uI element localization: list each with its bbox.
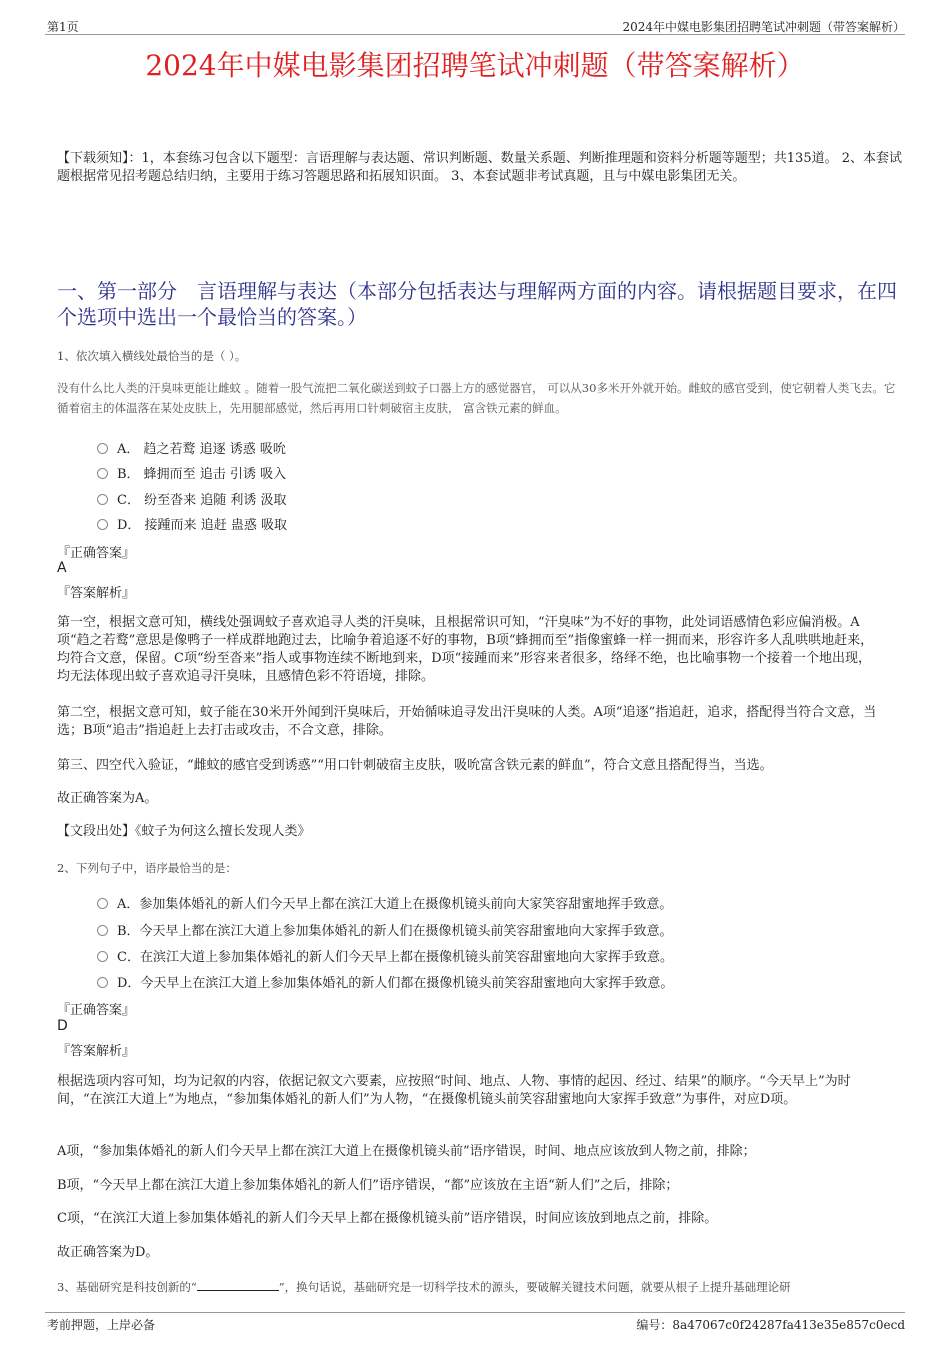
footer-slogan: 考前押题，上岸必备	[47, 1318, 156, 1332]
footer-divider	[45, 1312, 905, 1313]
q1-passage: 没有什么比人类的汗臭味更能让雌蚊 。随着一股气流把二氧化碳送到蚊子口器上方的感觉器官， 可以从30多米开外就开始。雌蚊的感官受到，使它朝着人类飞去。它循着宿主的体温落在某处皮肤上，先用腿部感觉，然后再用口针刺破宿主皮肤， 富含铁元素的鲜血。	[57, 381, 896, 415]
q3-stem: 3、基础研究是科技创新的“ ”，换句话说，基础研究是一切科学技术的源头，要破解关键技术问题，就要从根子上提升基础理论研	[57, 1280, 791, 1294]
radio-icon[interactable]	[97, 925, 108, 936]
q1-option-d[interactable]: D． 接踵而来 追赶 蛊惑 吸取	[97, 514, 287, 533]
radio-icon[interactable]	[97, 898, 108, 909]
q1-stem: 1、依次填入横线处最恰当的是（ ）。	[57, 349, 247, 363]
radio-icon[interactable]	[97, 443, 108, 454]
header-divider	[45, 34, 905, 35]
section-heading: 一、第一部分 言语理解与表达（本部分包括表达与理解两方面的内容。请根据题目要求，在四个选项中选出一个最恰当的答案。）	[57, 279, 897, 329]
q1-analysis-3: 第三、四空代入验证，“雌蚊的感官受到诱惑”“用口针刺破宿主皮肤，吸吮富含铁元素的鲜血”，符合文意且搭配得当，当选。	[57, 758, 773, 773]
q1-option-b[interactable]: B． 蜂拥而至 追击 引诱 吸入	[97, 463, 286, 482]
q2-answer-label: 『正确答案』	[57, 1003, 136, 1018]
page-number: 第1页	[47, 20, 79, 34]
footer-doc-id: 编号：8a47067c0f24287fa413e35e857c0ecd	[636, 1318, 905, 1332]
q1-source: 【文段出处】《蚊子为何这么擅长发现人类》	[57, 824, 311, 839]
q2-option-a[interactable]: A．参加集体婚礼的新人们今天早上都在滨江大道上在摄像机镜头前向大家笑容甜蜜地挥手致意。	[97, 893, 672, 912]
header-title: 2024年中媒电影集团招聘笔试冲刺题（带答案解析）	[622, 20, 905, 34]
q1-analysis-4: 故正确答案为A。	[57, 791, 158, 806]
q2-answer: D	[57, 1018, 68, 1034]
q1-option-c[interactable]: C． 纷至沓来 追随 利诱 汲取	[97, 489, 286, 508]
q2-option-c[interactable]: C．在滨江大道上参加集体婚礼的新人们今天早上都在摄像机镜头前笑容甜蜜地向大家挥手致意。	[97, 946, 673, 965]
q2-analysis-1: 根据选项内容可知，均为记叙的内容，依据记叙文六要素，应按照“时间、地点、人物、事情的起因、经过、结果”的顺序。“今天早上”为时间，“在滨江大道上”为地点，“参加集体婚礼的新人们”为人物，“在摄像机镜头前笑容甜蜜地向大家挥手致意”为事件，对应D项。	[57, 1074, 851, 1107]
q2-option-b[interactable]: B．今天早上都在滨江大道上参加集体婚礼的新人们在摄像机镜头前笑容甜蜜地向大家挥手致意。	[97, 920, 673, 939]
download-notice: 【下载须知】：1，本套练习包含以下题型：言语理解与表达题、常识判断题、数量关系题、判断推理题和资料分析题等题型；共135道。 2、本套试题根据常见招考题总结归纳，主要用于练习答题思路和拓展知识面。 3、本套试题非考试真题，且与中媒电影集团无关。	[57, 151, 902, 184]
q1-answer: A	[57, 560, 67, 576]
radio-icon[interactable]	[97, 977, 108, 988]
radio-icon[interactable]	[97, 951, 108, 962]
q1-answer-label: 『正确答案』	[57, 546, 136, 561]
radio-icon[interactable]	[97, 519, 108, 530]
q1-option-a[interactable]: A． 趋之若鹜 追逐 诱惑 吸吮	[97, 438, 286, 457]
q2-stem: 2、下列句子中，语序最恰当的是：	[57, 861, 237, 875]
q1-analysis-label: 『答案解析』	[57, 586, 136, 601]
radio-icon[interactable]	[97, 468, 108, 479]
radio-icon[interactable]	[97, 494, 108, 505]
q2-analysis-4: C项，“在滨江大道上参加集体婚礼的新人们今天早上都在摄像机镜头前”语序错误，时间应该放到地点之前，排除。	[57, 1211, 718, 1226]
q2-option-d[interactable]: D．今天早上在滨江大道上参加集体婚礼的新人们都在摄像机镜头前笑容甜蜜地向大家挥手致意。	[97, 972, 673, 991]
q2-analysis-5: 故正确答案为D。	[57, 1245, 159, 1260]
q2-analysis-3: B项，“今天早上都在滨江大道上参加集体婚礼的新人们”语序错误，“都”应该放在主语“新人们”之后，排除；	[57, 1178, 679, 1193]
page-title: 2024年中媒电影集团招聘笔试冲刺题（带答案解析）	[145, 49, 805, 82]
q1-analysis-2: 第二空，根据文意可知，蚊子能在30米开外闻到汗臭味后，开始循味追寻发出汗臭味的人类。A项“追逐”指追赶，追求，搭配得当符合文意，当选；B项“追击”指追赶上去打击或攻击，不合文意，排除。	[57, 705, 877, 738]
q2-analysis-2: A项，“参加集体婚礼的新人们今天早上都在滨江大道上在摄像机镜头前”语序错误，时间、地点应该放到人物之前，排除；	[57, 1144, 756, 1159]
q1-analysis-1: 第一空，根据文意可知，横线处强调蚊子喜欢追寻人类的汗臭味，且根据常识可知，“汗臭味”为不好的事物，此处词语感情色彩应偏消极。A项“趋之若鹜”意思是像鸭子一样成群地跑过去，比喻争着追逐不好的事物，B项“蜂拥而至”指像蜜蜂一样一拥而来，形容许多人乱哄哄地赶来，均符合文意，保留。C项“纷至沓来”指人或事物连续不断地到来，D项“接踵而来”形容来者很多，络绎不绝，也比喻事物一个接着一个地出现，均无法体现出蚊子喜欢追寻汗臭味，且感情色彩不符语境，排除。	[57, 615, 874, 684]
fill-blank	[197, 1290, 279, 1291]
q2-analysis-label: 『答案解析』	[57, 1044, 136, 1059]
